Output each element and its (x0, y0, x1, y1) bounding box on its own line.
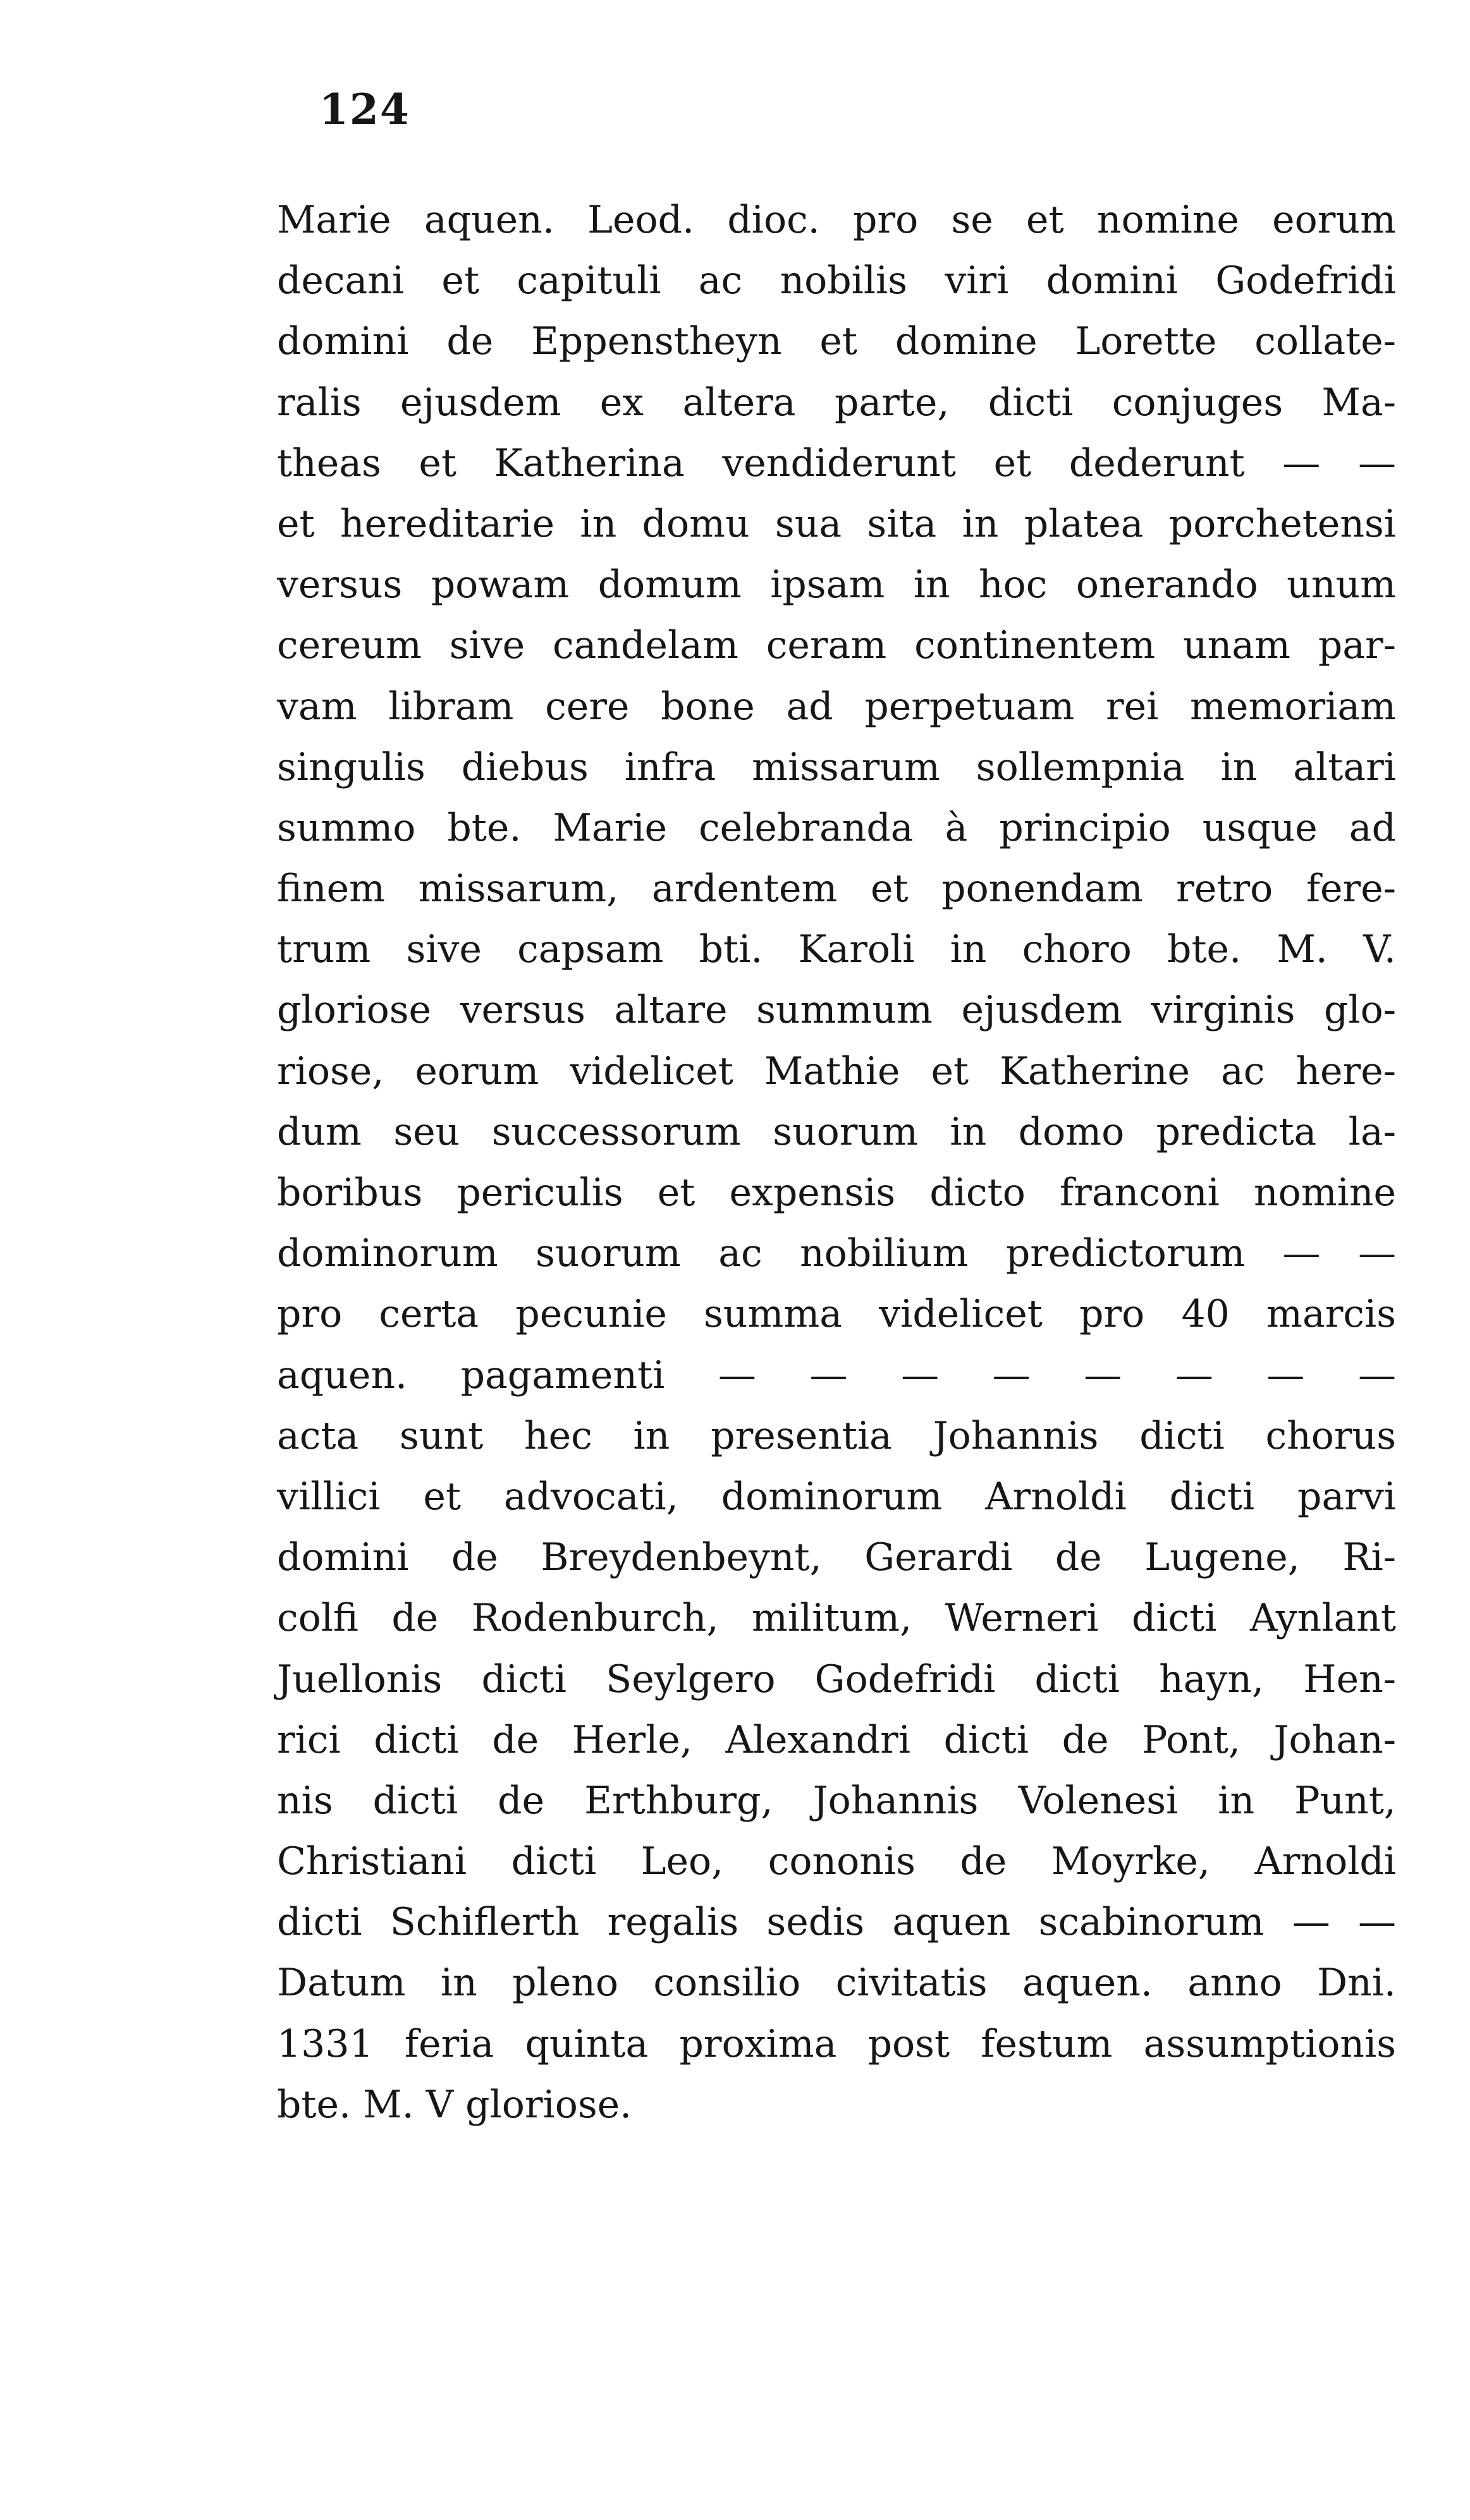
text-line: dum seu successorum suorum in domo predicta la- (277, 1109, 1396, 1154)
text-line: colfi de Rodenburch, militum, Werneri dicti Aynlant (277, 1596, 1396, 1641)
text-line: domini de Breydenbeynt, Gerardi de Lugene, Ri- (277, 1535, 1396, 1580)
text-line: trum sive capsam bti. Karoli in choro bte. M. V. (277, 927, 1396, 972)
text-line: Juellonis dicti Seylgero Godefridi dicti hayn, Hen- (277, 1657, 1396, 1701)
text-line: gloriose versus altare summum ejusdem virginis glo- (277, 988, 1396, 1033)
text-line: vam libram cere bone ad perpetuam rei memoriam (277, 684, 1396, 729)
text-line: theas et Katherina vendiderunt et dederunt — — (277, 441, 1396, 485)
text-line: boribus periculis et expensis dicto franconi nomine (277, 1171, 1396, 1215)
text-line: Datum in pleno consilio civitatis aquen. anno Dni. (277, 1961, 1396, 2006)
text-line: finem missarum, ardentem et ponendam retro fere- (277, 867, 1396, 911)
text-line: domini de Eppenstheyn et domine Lorette collate- (277, 319, 1396, 364)
text-line: decani et capituli ac nobilis viri domini Godefridi (277, 259, 1396, 303)
page-number: 124 (319, 85, 410, 134)
text-line: singulis diebus infra missarum sollempnia in altari (277, 745, 1396, 789)
text-line: nis dicti de Erthburg, Johannis Volenesi in Punt, (277, 1778, 1396, 1823)
text-line: Marie aquen. Leod. dioc. pro se et nomine eorum (277, 198, 1396, 242)
text-line: et hereditarie in domu sua sita in platea porchetensi (277, 501, 1396, 546)
text-line: acta sunt hec in presentia Johannis dicti chorus (277, 1413, 1396, 1458)
text-line: rici dicti de Herle, Alexandri dicti de Pont, Johan- (277, 1717, 1396, 1762)
text-line: aquen. pagamenti — — — — — — — — (277, 1353, 1396, 1397)
text-line: versus powam domum ipsam in hoc onerando unum (277, 563, 1396, 607)
text-line: summo bte. Marie celebranda à principio usque ad (277, 805, 1396, 850)
text-line: 1331 feria quinta proxima post festum assumptionis (277, 2021, 1396, 2066)
body-text (277, 190, 1396, 2135)
text-line: ralis ejusdem ex altera parte, dicti conjuges Ma- (277, 380, 1396, 425)
text-line: villici et advocati, dominorum Arnoldi dicti parvi (277, 1474, 1396, 1519)
text-line: bte. M. V gloriose. (277, 2082, 632, 2127)
text-line: Christiani dicti Leo, cononis de Moyrke, Arnoldi (277, 1839, 1396, 1884)
text-line: dominorum suorum ac nobilium predictorum — — (277, 1231, 1396, 1276)
text-line: riose, eorum videlicet Mathie et Katherine ac here- (277, 1049, 1396, 1093)
text-line: dicti Schiflerth regalis sedis aquen scabinorum — — (277, 1900, 1396, 1945)
text-line: pro certa pecunie summa videlicet pro 40 marcis (277, 1292, 1396, 1337)
text-line: cereum sive candelam ceram continentem unam par- (277, 623, 1396, 668)
